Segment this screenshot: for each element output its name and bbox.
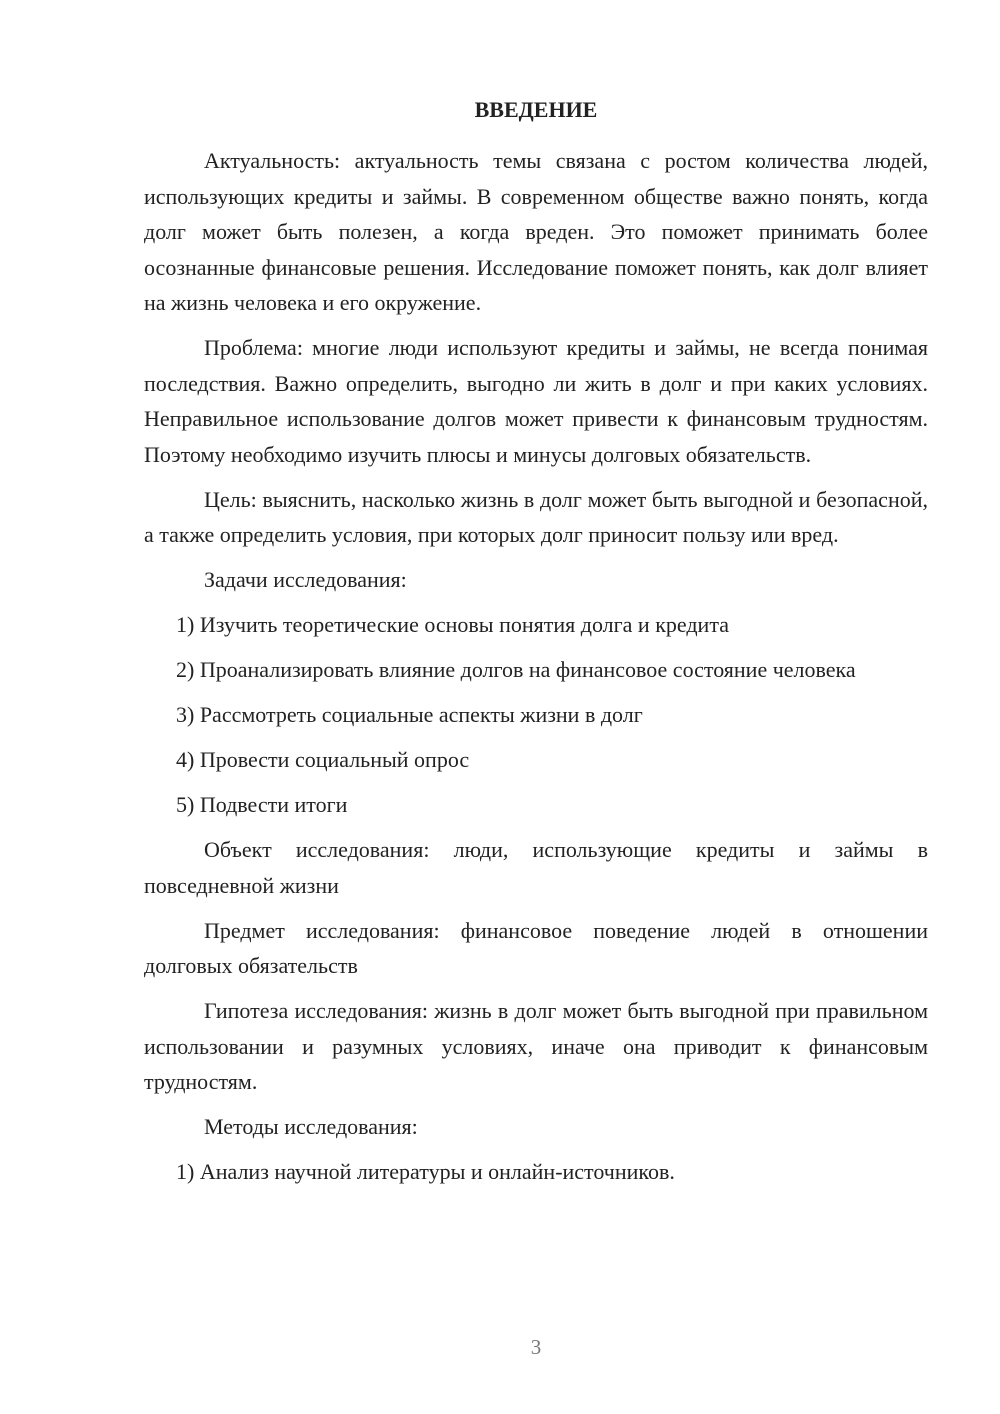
tasks-title: Задачи исследования: (204, 567, 407, 592)
method-item-1: 1) Анализ научной литературы и онлайн-источников. (176, 1159, 675, 1184)
task-item-3: 3) Рассмотреть социальные аспекты жизни в долг (176, 702, 643, 727)
methods-title: Методы исследования: (204, 1114, 418, 1139)
hypothesis-paragraph: Гипотеза исследования: жизнь в долг может быть выгодной при правильном использовании и разумных условиях, иначе она приводит к финансовым трудностям. (144, 998, 928, 1094)
task-item-4: 4) Провести социальный опрос (176, 747, 470, 772)
object-paragraph: Объект исследования: люди, использующие кредиты и займы в повседневной жизни (144, 837, 928, 898)
document-body (144, 143, 928, 1199)
task-item-2: 2) Проанализировать влияние долгов на финансовое состояние человека (176, 657, 856, 682)
task-item-1: 1) Изучить теоретические основы понятия долга и кредита (176, 612, 729, 637)
task-item-5: 5) Подвести итоги (176, 792, 348, 817)
page-number: 3 (530, 1335, 542, 1359)
relevance-paragraph: Актуальность: актуальность темы связана с ростом количества людей, использующих кредиты и займы. В современном обществе важно понять, когда долг может быть полезен, а когда вреден. Это поможет принимать более осознанные финансовые решения. Исследование поможет понять, как долг влияет на жизнь человека и его окружение. (144, 148, 928, 315)
problem-paragraph: Проблема: многие люди используют кредиты и займы, не всегда понимая последствия. Важно определить, выгодно ли жить в долг и при каких условиях. Неправильное использование долгов может привести к финансовым трудностям. Поэтому необходимо изучить плюсы и минусы долговых обязательств. (144, 335, 928, 467)
goal-paragraph: Цель: выяснить, насколько жизнь в долг может быть выгодной и безопасной, а также определить условия, при которых долг приносит пользу или вред. (144, 486, 928, 547)
section-heading: ВВЕДЕНИЕ (474, 97, 598, 122)
subject-paragraph: Предмет исследования: финансовое поведение людей в отношении долговых обязательств (144, 917, 928, 978)
